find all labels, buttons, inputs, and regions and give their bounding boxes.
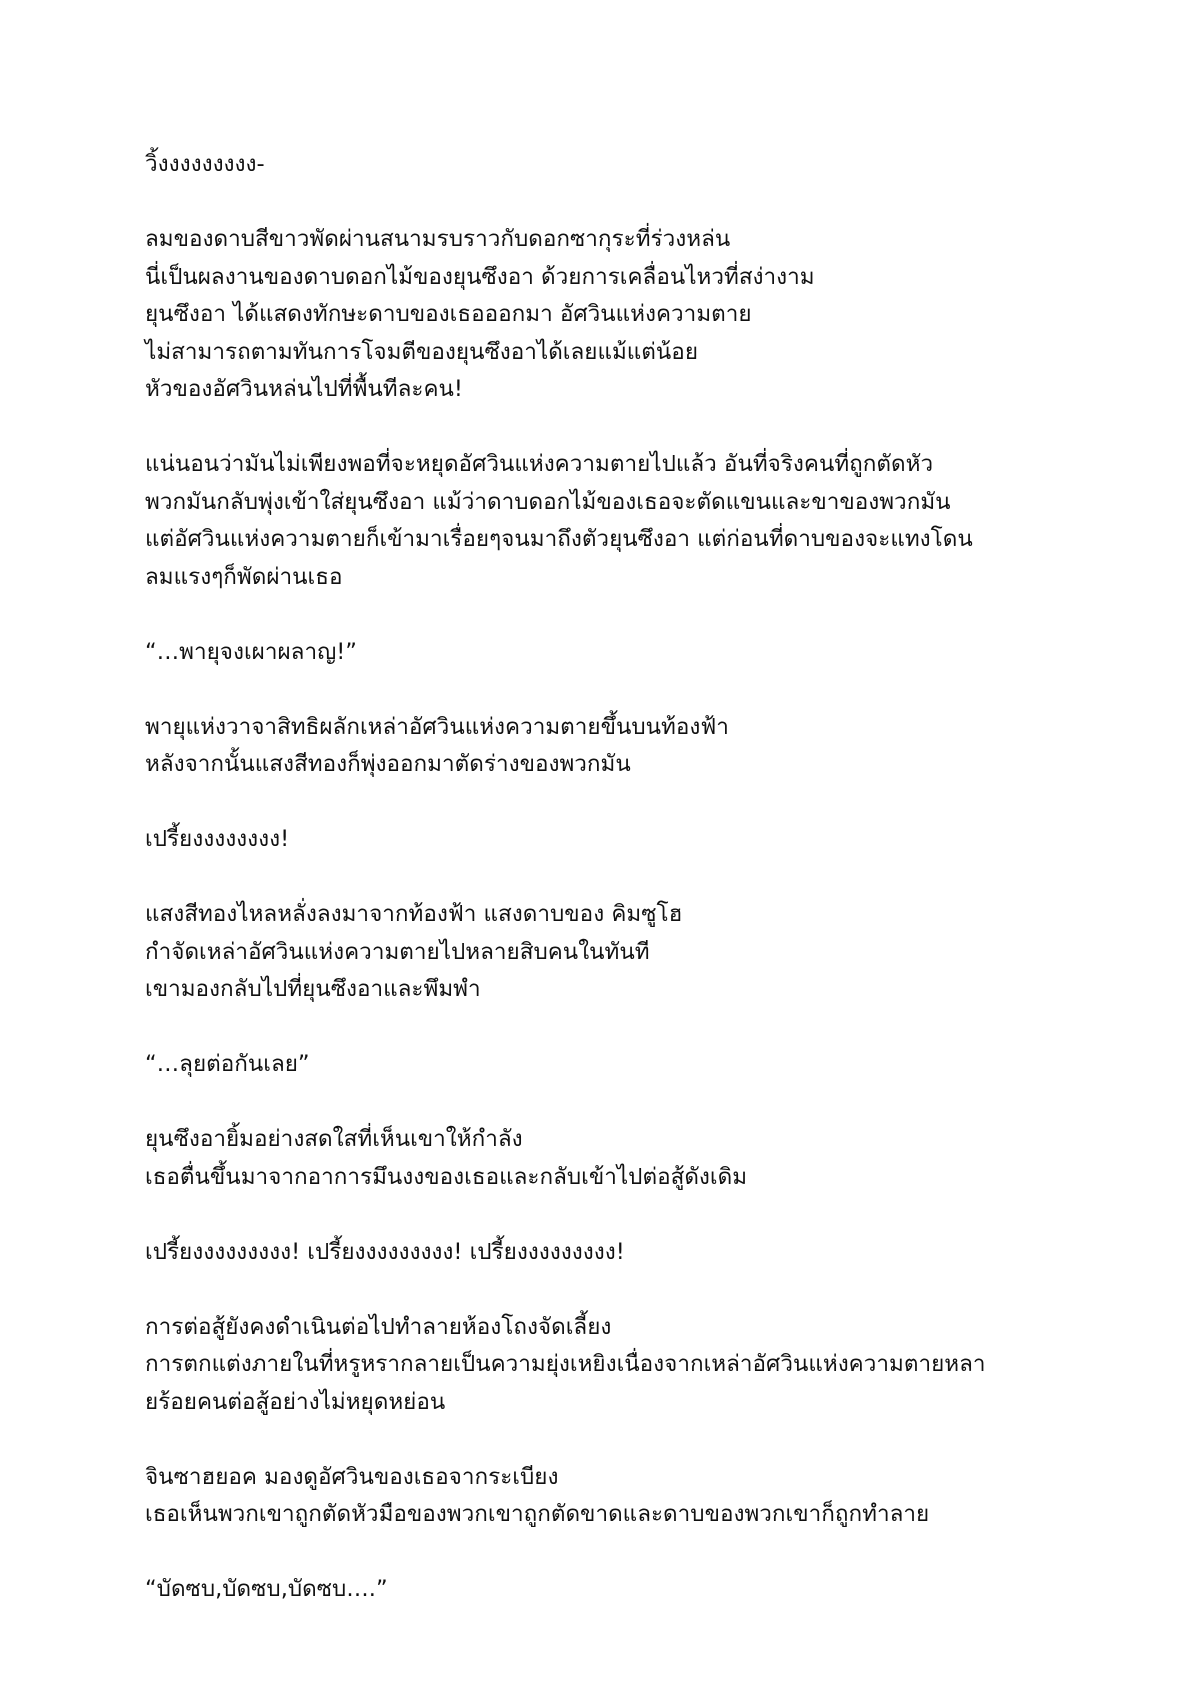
text-line: นี่เป็นผลงานของดาบดอกไม้ของยุนซึงอา ด้วยการเคลื่อนไหวที่สง่างาม — [145, 263, 815, 290]
text-line: ยุนซึงอายิ้มอย่างสดใสที่เห็นเขาให้กำลัง — [145, 1126, 523, 1152]
text-line: ลมแรงๆก็พัดผ่านเธอ — [145, 563, 343, 590]
text-line: “…พายุจงเผาผลาญ!” — [145, 638, 357, 665]
text-line: เธอตื่นขึ้นมาจากอาการมึนงงของเธอและกลับเข้าไปต่อสู้ดังเดิม — [145, 1163, 748, 1190]
paragraph — [145, 1459, 1055, 1534]
text-line: แน่นอนว่ามันไม่เพียงพอที่จะหยุดอัศวินแห่งความตายไปแล้ว อันที่จริงคนที่ถูกตัดหัว — [145, 451, 934, 477]
text-line: เธอเห็นพวกเขาถูกตัดหัวมือของพวกเขาถูกตัดขาดและดาบของพวกเขาก็ถูกทำลาย — [145, 1501, 930, 1527]
text-line: แต่อัศวินแห่งความตายก็เข้ามาเรื่อยๆจนมาถึงตัวยุนซึงอา แต่ก่อนที่ดาบของจะแทงโดน — [145, 526, 973, 552]
text-line: หัวของอัศวินหล่นไปที่พื้นทีละคน! — [145, 376, 463, 402]
text-line: “…ลุยต่อกันเลย” — [145, 1051, 310, 1077]
paragraph — [145, 146, 1055, 184]
paragraph — [145, 1309, 1055, 1422]
text-line: เขามองกลับไปที่ยุนซึงอาและพึมพำ — [145, 976, 481, 1002]
text-line: ไม่สามารถตามทันการโจมตีของยุนซึงอาได้เลยแม้แต่น้อย — [145, 338, 698, 365]
paragraph — [145, 821, 1055, 859]
paragraph — [145, 896, 1055, 1009]
text-line: เปรี้ยงงงงงงงง! — [145, 826, 290, 852]
text-line: พายุแห่งวาจาสิทธิผลักเหล่าอัศวินแห่งความตายขึ้นบนท้องฟ้า — [145, 713, 729, 740]
text-line: “บัดซบ,บัดซบ,บัดซบ….” — [145, 1576, 388, 1602]
text-line: วิ้งงงงงงงงง- — [145, 151, 265, 177]
paragraph — [145, 709, 1055, 784]
text-line: ลมของดาบสีขาวพัดผ่านสนามรบราวกับดอกซากุระที่ร่วงหล่น — [145, 226, 731, 252]
text-line: ยุนซึงอา ได้แสดงทักษะดาบของเธอออกมา อัศวินแห่งความตาย — [145, 301, 752, 327]
text-line: จินซาฮยอค มองดูอัศวินของเธอจากระเบียง — [145, 1463, 559, 1490]
paragraph — [145, 1046, 1055, 1084]
paragraph — [145, 634, 1055, 672]
text-line: เปรี้ยงงงงงงงงง! เปรี้ยงงงงงงงงง! เปรี้ยงงงงงงงงง! — [145, 1238, 625, 1265]
paragraph — [145, 221, 1055, 409]
text-line: ยร้อยคนต่อสู้อย่างไม่หยุดหย่อน — [145, 1388, 446, 1415]
text-line: การต่อสู้ยังคงดำเนินต่อไปทำลายห้องโถงจัดเลี้ยง — [145, 1313, 612, 1340]
paragraph — [145, 1234, 1055, 1272]
text-line: กำจัดเหล่าอัศวินแห่งความตายไปหลายสิบคนในทันที — [145, 938, 650, 965]
document-body — [145, 146, 1055, 1646]
text-line: การตกแต่งภายในที่หรูหรากลายเป็นความยุ่งเหยิงเนื่องจากเหล่าอัศวินแห่งความตายหลา — [145, 1351, 986, 1377]
text-line: หลังจากนั้นแสงสีทองก็พุ่งออกมาตัดร่างของพวกมัน — [145, 751, 631, 777]
paragraph — [145, 1571, 1055, 1609]
text-line: พวกมันกลับพุ่งเข้าใส่ยุนซึงอา แม้ว่าดาบดอกไม้ของเธอจะตัดแขนและขาของพวกมัน — [145, 488, 951, 515]
paragraph — [145, 1121, 1055, 1196]
paragraph — [145, 446, 1055, 596]
text-line: แสงสีทองไหลหลั่งลงมาจากท้องฟ้า แสงดาบของ คิมซูโฮ — [145, 901, 683, 927]
